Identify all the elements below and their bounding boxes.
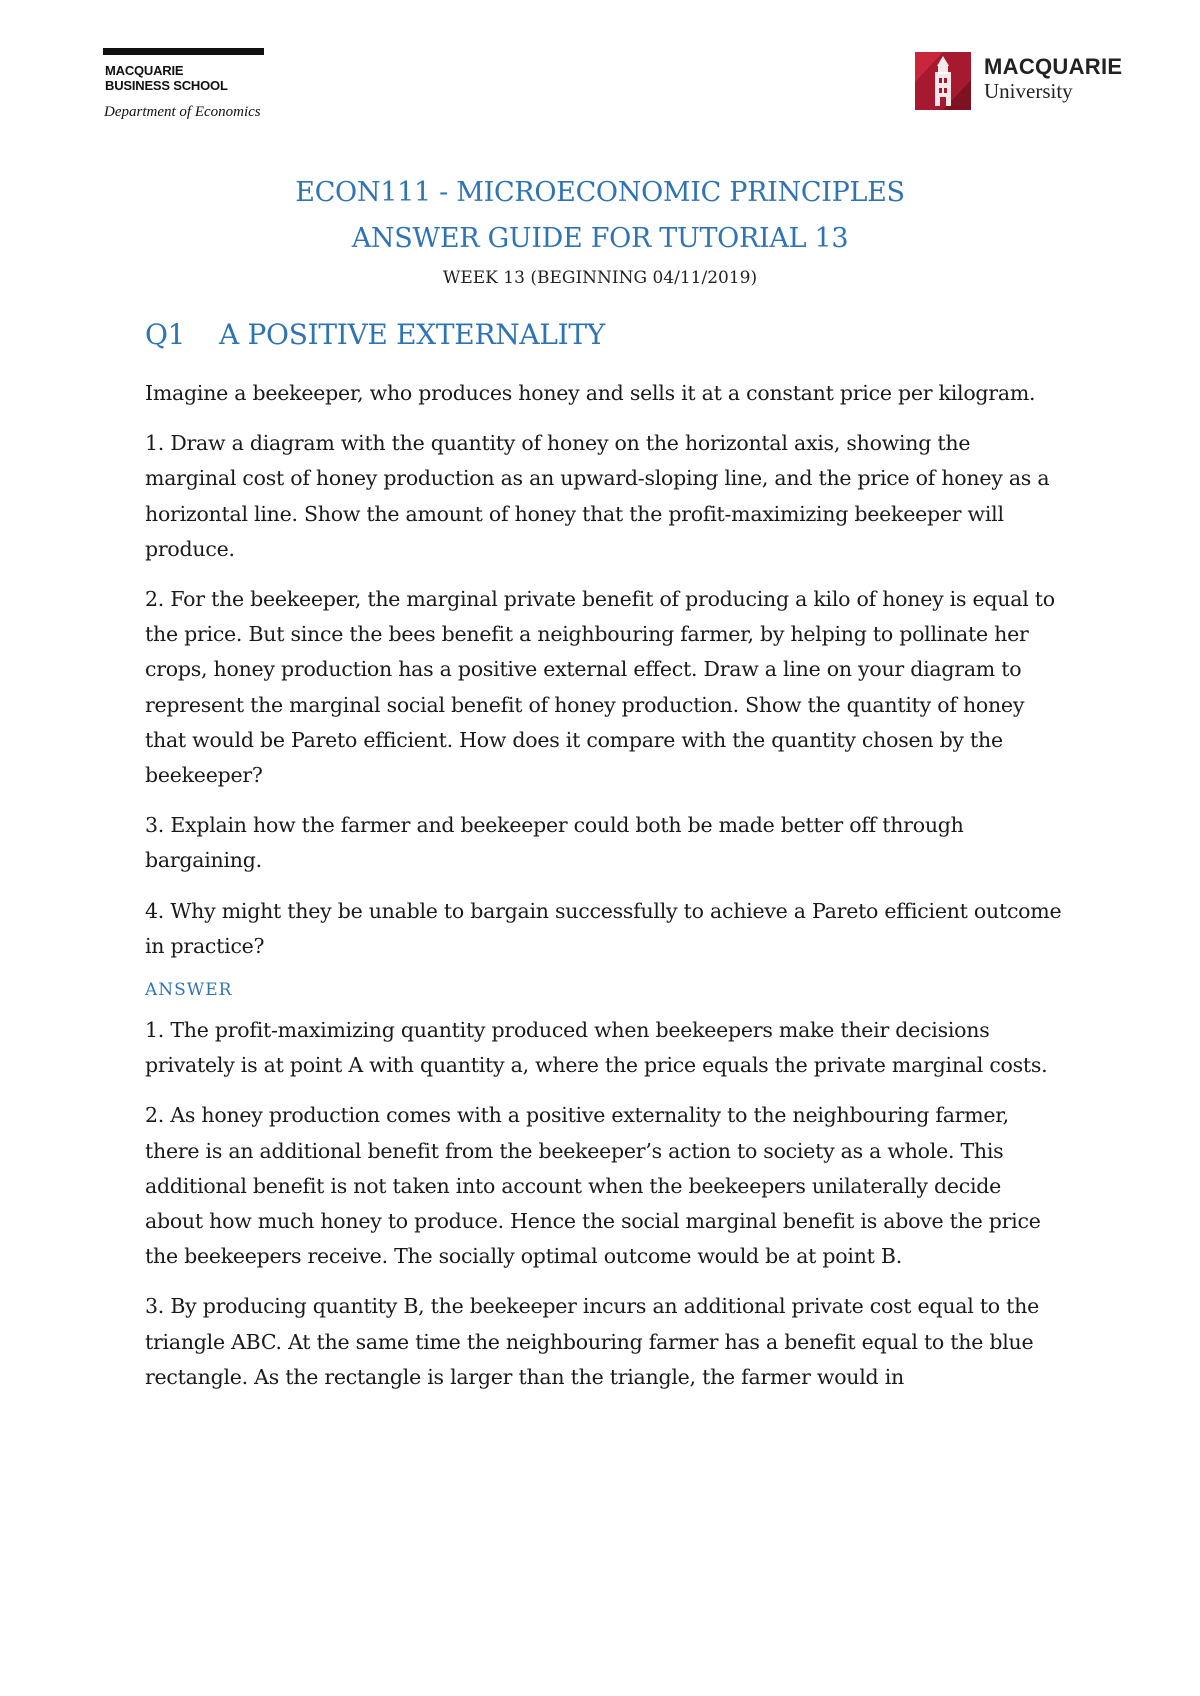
question-intro: Imagine a beekeeper, who produces honey and sells it at a constant price per kilogram. bbox=[145, 381, 1036, 405]
school-name-line2: BUSINESS SCHOOL bbox=[105, 78, 228, 93]
answer-paragraph: 1. The profit-maximizing quantity produced when beekeepers make their decisions privately is at point A with quantity a, where the price equals the private marginal costs. bbox=[145, 1018, 1048, 1078]
document-title bbox=[0, 170, 1200, 262]
department-name: Department of Economics bbox=[104, 104, 261, 120]
question-part: 1. Draw a diagram with the quantity of honey on the horizontal axis, showing the marginal cost of honey production as an upward-sloping line, and the price of honey as a horizontal line. Show the amount of honey that the profit-maximizing beekeeper will produce. bbox=[145, 431, 1050, 561]
logo-wordmark-secondary: University bbox=[984, 79, 1073, 103]
week-subtitle: WEEK 13 (BEGINNING 04/11/2019) bbox=[442, 268, 758, 288]
question-number: Q1 bbox=[145, 318, 186, 351]
school-logo-bar bbox=[103, 48, 264, 55]
question-heading bbox=[145, 318, 605, 351]
school-name-line1: MACQUARIE bbox=[105, 63, 184, 78]
logo-wordmark-primary: MACQUARIE bbox=[984, 54, 1123, 79]
answer-heading: ANSWER bbox=[145, 980, 233, 1001]
macquarie-crest-icon bbox=[913, 50, 973, 112]
question-title: A POSITIVE EXTERNALITY bbox=[219, 318, 605, 351]
university-logo bbox=[913, 50, 1200, 112]
question-part: 4. Why might they be unable to bargain successfully to achieve a Pareto efficient outcome in practice? bbox=[145, 898, 1062, 958]
question-body bbox=[145, 376, 1065, 1410]
answer-paragraph: 3. By producing quantity B, the beekeeper incurs an additional private cost equal to the triangle ABC. At the same time the neighbouring farmer has a benefit equal to the blue rectangle. As the rectangle is larger than the triangle, the farmer would in bbox=[145, 1294, 1039, 1389]
school-name bbox=[105, 63, 228, 93]
question-part: 2. For the beekeeper, the marginal private benefit of producing a kilo of honey is equal to the price. But since the bees benefit a neighbouring farmer, by helping to pollinate her crops, honey production has a positive external effect. Draw a line on your diagram to represent the marginal social benefit of honey production. Show the quantity of honey that would be Pareto efficient. How does it compare with the quantity chosen by the beekeeper? bbox=[145, 587, 1055, 788]
guide-title: ANSWER GUIDE FOR TUTORIAL 13 bbox=[351, 223, 849, 254]
course-title: ECON111 - MICROECONOMIC PRINCIPLES bbox=[295, 177, 905, 208]
answer-paragraph: 2. As honey production comes with a positive externality to the neighbouring farmer, there is an additional benefit from the beekeeper’s action to society as a whole. This additional benefit is not taken into account when the beekeepers unilaterally decide about how much honey to produce. Hence the social marginal benefit is above the price the beekeepers receive. The socially optimal outcome would be at point B. bbox=[145, 1103, 1041, 1269]
question-part: 3. Explain how the farmer and beekeeper could both be made better off through bargaining. bbox=[145, 813, 964, 873]
